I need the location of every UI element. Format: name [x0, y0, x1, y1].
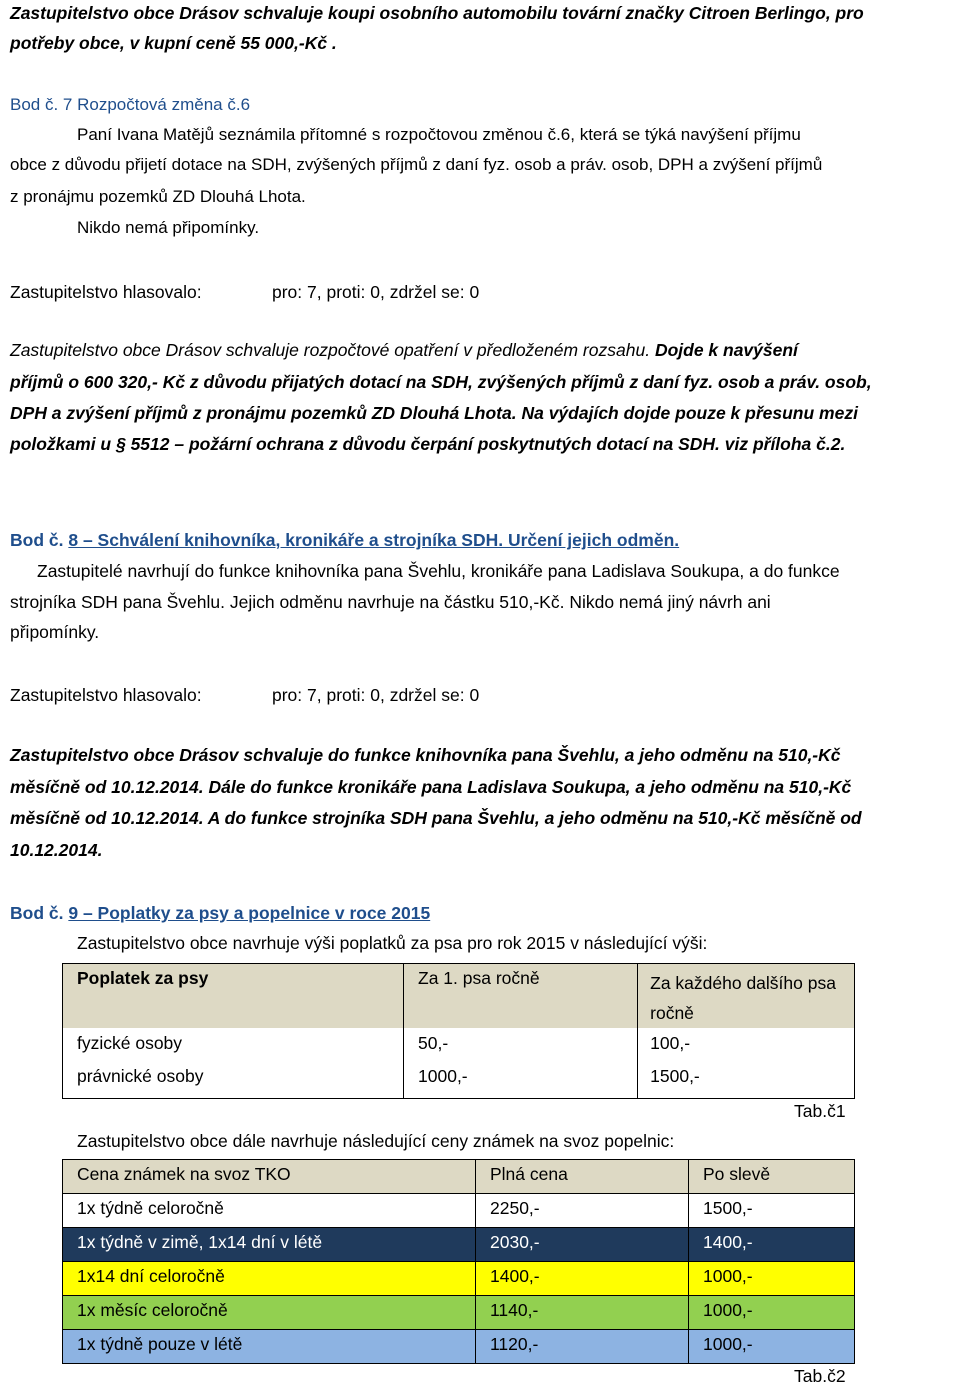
bod7-text-line2: obce z důvodu přijetí dotace na SDH, zvýšených příjmů z daní fyz. osob a práv. osob, DPH a zvýšení příjmů [10, 155, 823, 174]
waste-fee-cell: 2030,- [476, 1228, 689, 1262]
bod7-vote-result: pro: 7, proti: 0, zdržel se: 0 [272, 282, 480, 302]
bod8-text-line2: strojníka SDH pana Švehlu. Jejich odměnu navrhuje na částku 510,-Kč. Nikdo nemá jiný návrh ani [10, 592, 771, 612]
bod9-intro2: Zastupitelstvo obce dále navrhuje následující ceny známek na svoz popelnic: [77, 1131, 675, 1151]
table1-caption: Tab.č1 [794, 1101, 846, 1121]
bod8-text-line3: připomínky. [10, 622, 100, 642]
waste-fee-cell: 2250,- [476, 1194, 689, 1228]
waste-fee-cell: 1x měsíc celoročně [63, 1296, 476, 1330]
dog-fee-header-0: Poplatek za psy [63, 964, 404, 1029]
dog-fee-header-1: Za 1. psa ročně [404, 964, 638, 1029]
dog-fee-header-2: Za každého dalšího psa ročně [638, 964, 855, 1029]
bod9-intro: Zastupitelstvo obce navrhuje výši poplatků za psa pro rok 2015 v následující výši: [77, 933, 708, 953]
bod7-resolution-line3-b: Na výdajích dojde pouze k přesunu mezi [521, 403, 858, 423]
waste-fee-header-0: Cena známek na svoz TKO [63, 1160, 476, 1194]
bod7-text-line1: Paní Ivana Matějů seznámila přítomné s rozpočtovou změnou č.6, která se týká navýšení příjmu [77, 125, 801, 144]
waste-fee-cell: 1000,- [689, 1296, 855, 1330]
bod7-text-line3: z pronájmu pozemků ZD Dlouhá Lhota. [10, 187, 306, 206]
bod7-resolution-line3-a: DPH a zvýšení příjmů z pronájmu pozemků ZD Dlouhá Lhota. [10, 403, 517, 423]
dog-fee-cell: právnické osoby [63, 1062, 404, 1098]
table-row [63, 1228, 855, 1262]
bod8-resolution-line4: 10.12.2014. [10, 840, 103, 860]
waste-fee-cell: 1120,- [476, 1330, 689, 1364]
waste-fee-cell: 1x14 dní celoročně [63, 1262, 476, 1296]
waste-fee-table [62, 1159, 855, 1364]
bod9-heading-title: 9 – Poplatky za psy a popelnice v roce 2015 [68, 903, 431, 923]
waste-fee-cell: 1000,- [689, 1330, 855, 1364]
table-row [63, 1262, 855, 1296]
dog-fee-cell: 100,- [638, 1028, 855, 1062]
table-row [63, 1194, 855, 1228]
bod8-heading-title: 8 – Schválení knihovníka, kronikáře a strojníka SDH. Určení jejich odměn. [68, 530, 680, 550]
waste-fee-cell: 1500,- [689, 1194, 855, 1228]
dog-fee-cell: 1500,- [638, 1062, 855, 1098]
dog-fee-header-row [63, 964, 855, 1029]
dog-fee-cell: 50,- [404, 1028, 638, 1062]
table-row [63, 1062, 855, 1098]
waste-fee-header-1: Plná cena [476, 1160, 689, 1194]
waste-fee-cell: 1140,- [476, 1296, 689, 1330]
bod8-resolution-line2: měsíčně od 10.12.2014. Dále do funkce kronikáře pana Ladislava Soukupa, a jeho odměnu na 510,-Kč [10, 777, 852, 797]
bod8-heading-prefix: Bod č. [10, 530, 64, 550]
bod7-resolution-line4: položkami u § 5512 – požární ochrana z důvodu čerpání poskytnutých dotací na SDH. viz příloha č.2. [10, 434, 846, 454]
waste-fee-cell: 1400,- [689, 1228, 855, 1262]
bod7-resolution-line1-a: Zastupitelstvo obce Drásov schvaluje rozpočtové opatření v předloženém rozsahu. [10, 340, 651, 360]
dog-fee-cell: fyzické osoby [63, 1028, 404, 1062]
bod8-resolution-line3: měsíčně od 10.12.2014. A do funkce strojníka SDH pana Švehlu, a jeho odměnu na 510,-Kč měsíčně od [10, 808, 862, 828]
resolution-car-line2: potřeby obce, v kupní ceně 55 000,-Kč . [10, 33, 337, 53]
bod8-heading [10, 530, 679, 551]
bod7-resolution-line2: příjmů o 600 320,- Kč z důvodu přijatých dotací na SDH, zvýšených příjmů z daní fyz. osob a práv. osob, [10, 372, 872, 392]
waste-fee-cell: 1x týdně pouze v létě [63, 1330, 476, 1364]
resolution-car-line1: Zastupitelstvo obce Drásov schvaluje koupi osobního automobilu tovární značky Citroen Berlingo, pro [10, 3, 864, 23]
bod7-heading: Bod č. 7 Rozpočtová změna č.6 [10, 95, 251, 114]
bod8-vote-label: Zastupitelstvo hlasovalo: [10, 685, 202, 705]
bod8-text-line1: Zastupitelé navrhují do funkce knihovníka pana Švehlu, kronikáře pana Ladislava Soukupa, a do funkce [37, 561, 840, 581]
waste-fee-cell: 1x týdně celoročně [63, 1194, 476, 1228]
waste-fee-header-2: Po slevě [689, 1160, 855, 1194]
bod7-resolution-line1-b: Dojde k navýšení [654, 340, 798, 360]
dog-fee-cell: 1000,- [404, 1062, 638, 1098]
waste-fee-cell: 1000,- [689, 1262, 855, 1296]
table-row [63, 1028, 855, 1062]
bod8-vote-result: pro: 7, proti: 0, zdržel se: 0 [272, 685, 480, 705]
dog-fee-table [62, 963, 855, 1099]
waste-fee-header-row [63, 1160, 855, 1194]
table2-caption: Tab.č2 [794, 1366, 846, 1386]
bod7-resolution-line3 [10, 403, 858, 424]
table-row [63, 1296, 855, 1330]
table-row [63, 1330, 855, 1364]
bod7-resolution-line1 [10, 340, 798, 361]
bod8-resolution-line1: Zastupitelstvo obce Drásov schvaluje do funkce knihovníka pana Švehlu, a jeho odměnu na 510,-Kč [10, 745, 841, 765]
waste-fee-cell: 1x týdně v zimě, 1x14 dní v létě [63, 1228, 476, 1262]
bod9-heading [10, 903, 430, 924]
bod9-heading-prefix: Bod č. [10, 903, 64, 923]
waste-fee-cell: 1400,- [476, 1262, 689, 1296]
bod7-text-line4: Nikdo nemá připomínky. [77, 218, 260, 237]
bod7-vote-label: Zastupitelstvo hlasovalo: [10, 282, 202, 302]
